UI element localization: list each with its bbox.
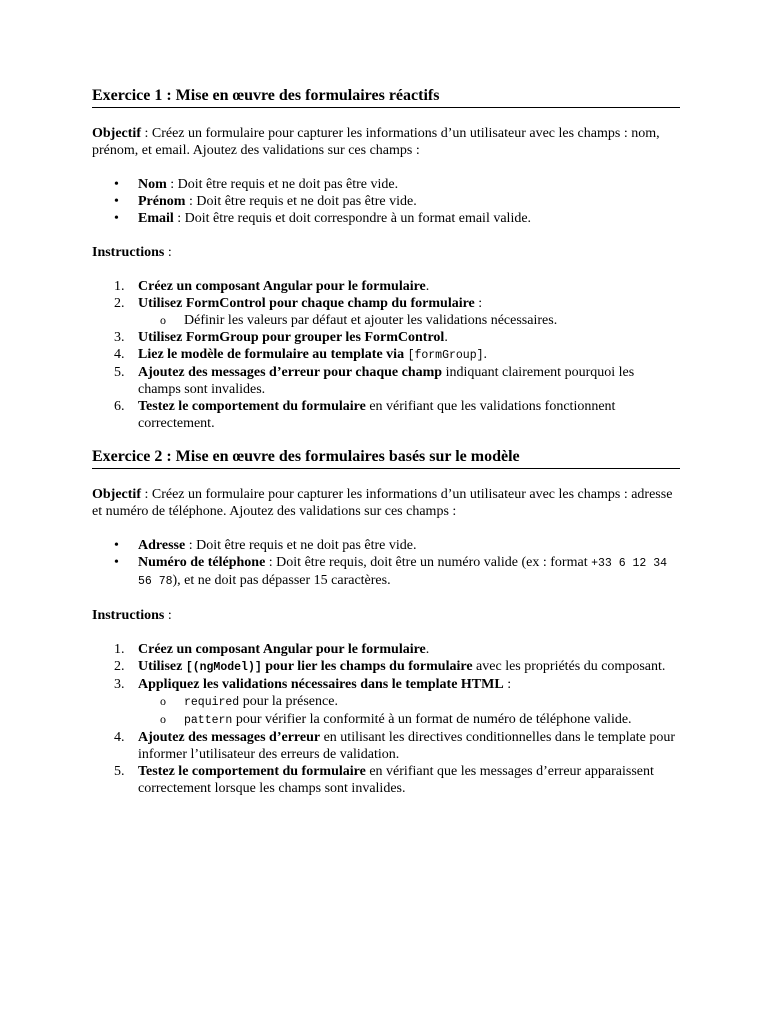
exercise-2-title: Exercice 2 : Mise en œuvre des formulaires basés sur le modèle: [92, 447, 680, 469]
objective-text: : Créez un formulaire pour capturer les informations d’un utilisateur avec les champs : adresse et numéro de téléphone. Ajoutez des validations sur ces champs :: [92, 487, 673, 519]
code-snippet: [(ngModel)]: [185, 661, 262, 674]
step-bold-text: Appliquez les validations nécessaires dans le template HTML: [138, 677, 504, 692]
step-item: [92, 329, 680, 346]
step-rest-text: .: [444, 330, 448, 345]
step-rest-text: .: [483, 347, 487, 362]
field-description: : Doit être requis et ne doit pas être vide.: [185, 538, 417, 553]
instructions-label: Instructions: [92, 245, 165, 260]
exercise-1-field-list: [92, 176, 680, 227]
step-bold-text: Testez le comportement du formulaire: [138, 399, 366, 414]
field-item-email: [92, 210, 680, 227]
exercise-1-objective: [92, 125, 680, 159]
instructions-suffix: :: [164, 608, 172, 623]
field-description: : Doit être requis et ne doit pas être vide.: [185, 194, 417, 209]
step-rest-text: .: [425, 642, 430, 657]
step-bold-text: Liez le modèle de formulaire au template via: [138, 347, 408, 362]
step-item: [92, 346, 680, 364]
step-number: 5.: [114, 764, 125, 779]
step-rest-text: indiquant clairement pourquoi les champs sont invalides.: [138, 365, 635, 397]
sub-item: o Définir les valeurs par défaut et ajouter les validations nécessaires.: [138, 312, 680, 329]
phone-format-example: +33 6 12 34 56 78: [138, 557, 668, 588]
step-bold-text: pour lier les champs du formulaire: [261, 659, 473, 674]
step-rest-text: en vérifiant que les validations fonctionnent correctement.: [138, 399, 616, 431]
code-snippet: pattern: [184, 714, 233, 727]
step-number: 4.: [114, 730, 125, 745]
field-description: : Doit être requis, doit être un numéro valide (ex : format: [265, 555, 592, 570]
field-name: Prénom: [138, 194, 186, 209]
sub-item-text: pour la présence.: [239, 694, 338, 709]
step-rest-text: en vérifiant que les messages d’erreur apparaissent correctement lorsque les champs sont invalides.: [138, 764, 654, 796]
sub-item: [138, 711, 680, 729]
step-number: 6.: [114, 399, 125, 414]
exercise-2-field-list: [92, 537, 680, 590]
field-item-telephone: [92, 554, 680, 590]
step-bold-text: Testez le comportement du formulaire: [138, 764, 366, 779]
step-bold-text: Utilisez FormGroup pour grouper les FormControl: [138, 330, 445, 345]
step-number: 3.: [114, 677, 125, 692]
step-number: 1.: [114, 279, 125, 294]
step-bold-text: Ajoutez des messages d’erreur: [138, 730, 321, 745]
step-bold-text: Utilisez FormControl pour chaque champ du formulaire: [138, 296, 475, 311]
step-number: 2.: [114, 659, 125, 674]
step-rest-text: :: [474, 296, 483, 311]
exercise-1-steps: [92, 278, 680, 432]
step-rest-text: avec les propriétés du composant.: [472, 659, 666, 674]
exercise-2-instructions-heading: [92, 607, 680, 624]
step-sub-list: [138, 693, 680, 729]
code-snippet: [formGroup]: [407, 349, 484, 362]
step-item: [92, 364, 680, 398]
step-number: 2.: [114, 296, 125, 311]
field-item-adresse: [92, 537, 680, 554]
step-item: [92, 278, 680, 295]
field-description: : Doit être requis et ne doit pas être vide.: [166, 177, 399, 192]
step-item: [92, 729, 680, 763]
field-name: Numéro de téléphone: [138, 555, 266, 570]
instructions-label: Instructions: [92, 608, 165, 623]
step-rest-text: en utilisant les directives conditionnelles dans le template pour informer l’utilisateur des erreurs de validation.: [138, 730, 676, 762]
step-number: 4.: [114, 347, 125, 362]
field-item-nom: [92, 176, 680, 193]
step-bold-text: Utilisez: [138, 659, 186, 674]
objective-label: Objectif: [92, 126, 141, 141]
sub-item-text: pour vérifier la conformité à un format de numéro de téléphone valide.: [232, 712, 632, 727]
step-number: 5.: [114, 365, 125, 380]
field-item-prenom: [92, 193, 680, 210]
step-bold-text: Créez un composant Angular pour le formulaire: [138, 279, 426, 294]
field-name: Adresse: [138, 538, 186, 553]
document-content: [92, 86, 680, 797]
exercise-1-title: Exercice 1 : Mise en œuvre des formulaires réactifs: [92, 86, 680, 108]
step-item: [92, 295, 680, 329]
exercise-2-steps: [92, 641, 680, 797]
step-sub-list: [138, 312, 680, 329]
step-item: [92, 641, 680, 658]
sub-item: [138, 693, 680, 711]
instructions-suffix: :: [164, 245, 172, 260]
step-item: [92, 658, 680, 676]
step-rest-text: :: [503, 677, 512, 692]
field-name: Email: [138, 211, 174, 226]
step-number: 3.: [114, 330, 125, 345]
step-item: [92, 676, 680, 729]
step-item: [92, 763, 680, 797]
objective-label: Objectif: [92, 487, 141, 502]
step-bold-text: Créez un composant Angular pour le formulaire: [138, 642, 426, 657]
field-description-end: ), et ne doit pas dépasser 15 caractères.: [172, 573, 391, 588]
step-item: [92, 398, 680, 432]
step-rest-text: .: [425, 279, 430, 294]
exercise-1-instructions-heading: [92, 244, 680, 261]
field-description: : Doit être requis et doit correspondre à un format email valide.: [173, 211, 532, 226]
step-bold-text: Ajoutez des messages d’erreur pour chaque champ: [138, 365, 443, 380]
exercise-2-objective: [92, 486, 680, 520]
step-number: 1.: [114, 642, 125, 657]
code-snippet: required: [184, 696, 240, 709]
field-name: Nom: [138, 177, 167, 192]
objective-text: : Créez un formulaire pour capturer les informations d’un utilisateur avec les champs : nom, prénom, et email. Ajoutez des validations sur ces champs :: [92, 126, 660, 158]
